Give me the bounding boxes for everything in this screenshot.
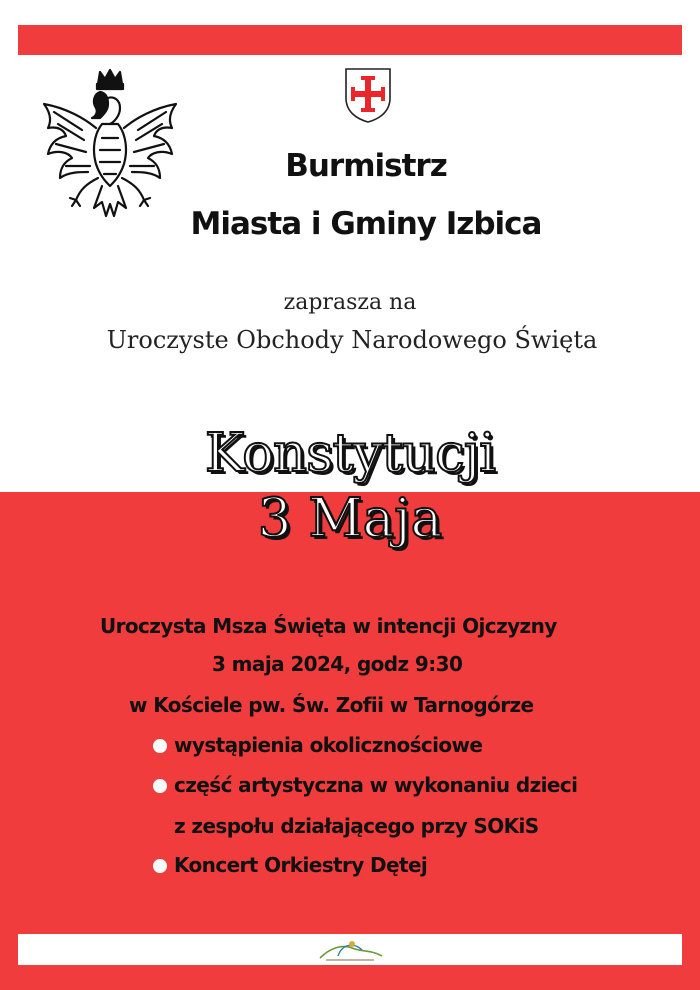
top-red-bar <box>18 25 682 55</box>
bullet-icon <box>153 739 167 753</box>
program-item-2: część artystyczna w wykonaniu dzieci <box>174 773 578 797</box>
footer-logo-icon <box>312 934 388 965</box>
title-line-2: Miasta i Gminy Izbica <box>190 206 542 242</box>
program-item-2-continued: z zespołu działającego przy SOKiS <box>174 814 539 838</box>
date-text: 3 maja 2024, godz 9:30 <box>212 652 463 676</box>
bullet-icon <box>153 779 167 793</box>
invite-line-1: zaprasza na <box>283 290 417 315</box>
program-item-1: wystąpienia okolicznościowe <box>174 733 483 757</box>
event-title-line-1: Konstytucji <box>204 423 496 484</box>
izbica-crest-icon <box>343 66 393 124</box>
bullet-icon <box>153 859 167 873</box>
title-line-1: Burmistrz <box>285 148 447 184</box>
program-item-3: Koncert Orkiestry Dętej <box>174 853 428 877</box>
mass-text: Uroczysta Msza Święta w intencji Ojczyzny <box>100 614 557 638</box>
invite-line-2: Uroczyste Obchody Narodowego Święta <box>106 326 598 354</box>
place-text: w Kościele pw. Św. Zofii w Tarnogórze <box>129 693 534 717</box>
event-title-line-2: 3 Maja <box>257 488 443 549</box>
